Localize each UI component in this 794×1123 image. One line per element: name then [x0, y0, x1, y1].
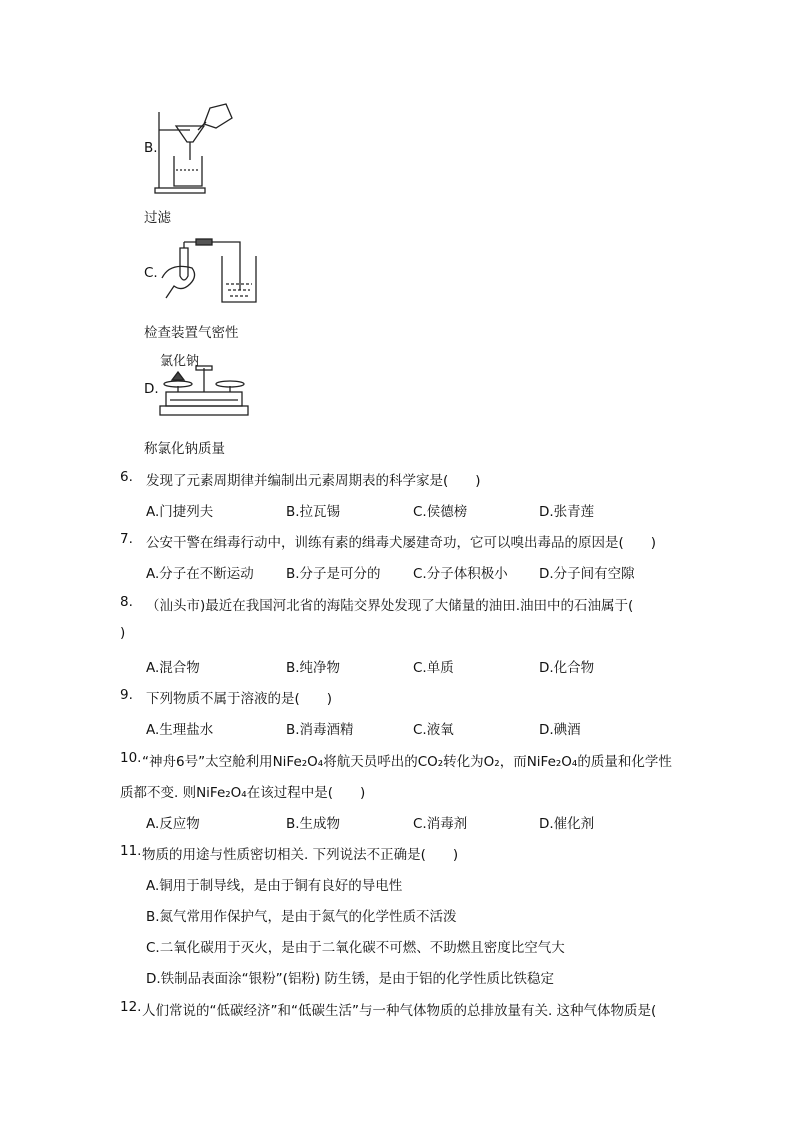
- question-10-number: 10.: [120, 750, 142, 766]
- question-8-number: 8.: [120, 594, 133, 610]
- question-6-option-b[interactable]: B.拉瓦锡: [286, 504, 341, 520]
- option-letter-b: B.: [144, 140, 158, 156]
- option-letter-c: C.: [144, 265, 158, 281]
- question-10-option-a[interactable]: A.反应物: [146, 816, 200, 832]
- question-12-text: 人们常说的“低碳经济”和“低碳生活”与一种气体物质的总排放量有关. 这种气体物质是(: [142, 1003, 657, 1019]
- question-7-option-c[interactable]: C.分子体积极小: [413, 566, 508, 582]
- question-6-text: 发现了元素周期律并编制出元素周期表的科学家是( ): [146, 473, 481, 489]
- question-9-text: 下列物质不属于溶液的是( ): [146, 691, 333, 707]
- question-7-option-d[interactable]: D.分子间有空隙: [539, 566, 635, 582]
- question-11-option-d[interactable]: D.铁制品表面涂“银粉”(铝粉) 防生锈，是由于铝的化学性质比铁稳定: [146, 971, 554, 987]
- question-7-option-a[interactable]: A.分子在不断运动: [146, 566, 254, 582]
- question-6-option-d[interactable]: D.张青莲: [539, 504, 595, 520]
- question-11-number: 11.: [120, 843, 142, 859]
- question-9-number: 9.: [120, 687, 133, 703]
- question-9-option-c[interactable]: C.液氧: [413, 722, 454, 738]
- option-d-caption: 称氯化钠质量: [144, 441, 225, 457]
- question-8-option-a[interactable]: A.混合物: [146, 660, 200, 676]
- question-10-option-d[interactable]: D.催化剂: [539, 816, 595, 832]
- question-6-option-c[interactable]: C.侯德榜: [413, 504, 468, 520]
- question-10-text-continued: 质都不变. 则NiFe₂O₄在该过程中是( ): [120, 785, 366, 801]
- question-10-option-b[interactable]: B.生成物: [286, 816, 341, 832]
- question-8-option-d[interactable]: D.化合物: [539, 660, 595, 676]
- question-12-number: 12.: [120, 999, 142, 1015]
- question-9-option-a[interactable]: A.生理盐水: [146, 722, 214, 738]
- question-11-option-a[interactable]: A.铜用于制导线，是由于铜有良好的导电性: [146, 878, 403, 894]
- sodium-chloride-label: 氯化钠: [160, 354, 200, 369]
- question-9-option-d[interactable]: D.碘酒: [539, 722, 581, 738]
- question-10-text: “神舟6号”太空舱利用NiFe₂O₄将航天员呼出的CO₂转化为O₂，而NiFe₂O₄的质量和化学性: [142, 754, 672, 770]
- question-7-option-b[interactable]: B.分子是可分的: [286, 566, 381, 582]
- option-c-caption: 检查装置气密性: [144, 325, 239, 341]
- question-11-option-b[interactable]: B.氮气常用作保护气，是由于氮气的化学性质不活泼: [146, 909, 457, 925]
- question-6-number: 6.: [120, 469, 133, 485]
- filtration-apparatus-illustration: [150, 100, 240, 196]
- question-8-option-b[interactable]: B.纯净物: [286, 660, 341, 676]
- question-7-number: 7.: [120, 531, 133, 547]
- question-10-option-c[interactable]: C.消毒剂: [413, 816, 468, 832]
- question-8-text-continued: ): [120, 625, 126, 641]
- question-11-text: 物质的用途与性质密切相关. 下列说法不正确是( ): [142, 847, 459, 863]
- question-6-option-a[interactable]: A.门捷列夫: [146, 504, 214, 520]
- option-letter-d: D.: [144, 381, 159, 397]
- question-8-option-c[interactable]: C.单质: [413, 660, 454, 676]
- question-7-text: 公安干警在缉毒行动中，训练有素的缉毒犬屡建奇功，它可以嗅出毒品的原因是( ): [146, 535, 657, 551]
- airtightness-check-illustration: [156, 232, 262, 310]
- option-b-caption: 过滤: [144, 210, 171, 226]
- question-8-text: （汕头市)最近在我国河北省的海陆交界处发现了大储量的油田.油田中的石油属于(: [146, 598, 634, 614]
- question-11-option-c[interactable]: C.二氧化碳用于灭火，是由于二氧化碳不可燃、不助燃且密度比空气大: [146, 940, 565, 956]
- balance-scale-illustration: [156, 362, 252, 420]
- question-9-option-b[interactable]: B.消毒酒精: [286, 722, 354, 738]
